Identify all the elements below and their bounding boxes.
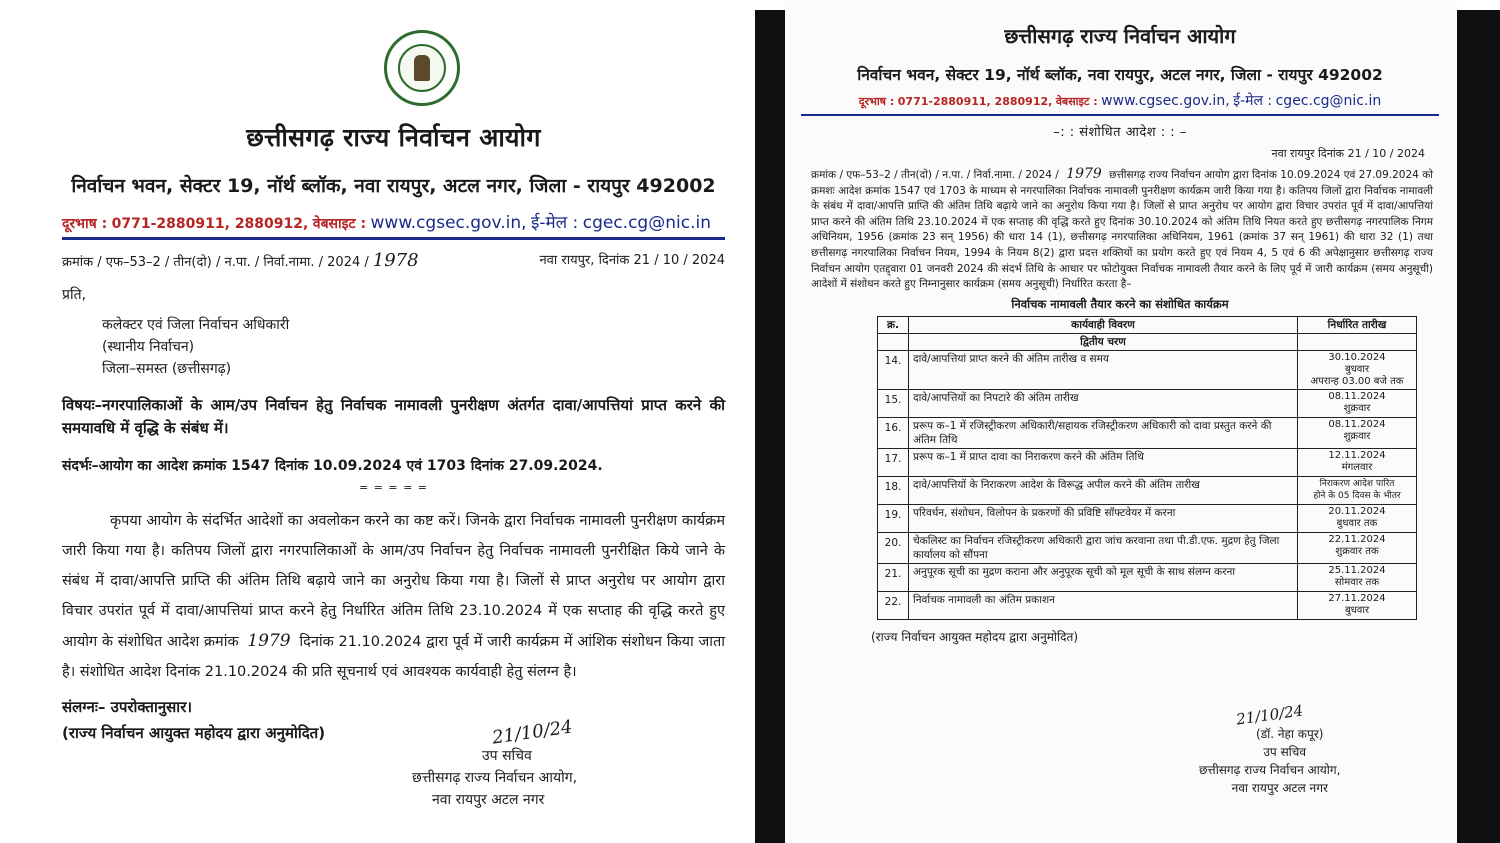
email-label: ई-मेल : [1233, 93, 1273, 109]
phone-number: 0771-2880911, 2880912, [111, 216, 309, 232]
email-link[interactable]: cgec.cg@nic.in [1275, 93, 1382, 109]
row-description: दावे/आपत्तियों का निपटारे की अंतिम तारीख [909, 389, 1298, 417]
signatory-title: उप सचिव [482, 748, 532, 764]
page-gap-right [1457, 10, 1500, 843]
website-label: वेबसाइट : [1055, 95, 1098, 108]
row-number: 16. [878, 417, 909, 448]
row-description: चेकलिस्ट का निर्वाचन रजिस्ट्रीकरण अधिकारी द्वारा जांच करवाना तथा पी.डी.एफ. मुद्रण हेतु जिला कार्यालय को सौंपना [909, 532, 1298, 563]
row-description: अनुपूरक सूची का मुद्रण कराना और अनुपूरक सूची को मूल सूची के साथ संलग्न करना [909, 563, 1298, 591]
approval-note: (राज्य निर्वाचन आयुक्त महोदय द्वारा अनुमोदित) [62, 724, 326, 742]
table-row [878, 417, 1417, 448]
handwritten-ref-number: 1978 [372, 250, 419, 271]
row-description: प्ररूप क–1 में प्राप्त दावा का निराकरण करने की अंतिम तिथि [909, 448, 1298, 476]
row-description: निर्वाचक नामावली का अंतिम प्रकाशन [909, 591, 1298, 619]
handwritten-order-number: 1979 [247, 631, 291, 651]
signature-mark: 21/10/24 [1235, 701, 1305, 729]
signatory-place: नवा रायपुर अटल नगर [1231, 781, 1328, 795]
order-paragraph [801, 167, 1439, 293]
row-number: 14. [878, 350, 909, 389]
signatory-org: छत्तीसगढ़ राज्य निर्वाचन आयोग, [1199, 763, 1341, 777]
row-number: 20. [878, 532, 909, 563]
signature-block [412, 716, 578, 811]
table-header-row [878, 316, 1417, 333]
table-row [878, 563, 1417, 591]
contact-line [62, 210, 725, 233]
row-date: 27.11.2024 बुधवार [1298, 591, 1417, 619]
row-number: 19. [878, 504, 909, 532]
subject-line: विषयः–नगरपालिकाओं के आम/उप निर्वाचन हेतु निर्वाचक नामावली पुनरीक्षण अंतर्गत दावा/आपत्तियां प्राप्त करने की समयावधि में वृद्धि के संबंध में। [62, 396, 725, 437]
website-link[interactable]: www.cgsec.gov.in, [1101, 93, 1230, 109]
column-header: निर्धारित तारीख [1298, 316, 1417, 333]
email-link[interactable]: cgec.cg@nic.in [582, 213, 711, 233]
phone-label: दूरभाष : [858, 95, 895, 108]
row-date: 08.11.2024 शुक्रवार [1298, 389, 1417, 417]
revised-order-page [785, 0, 1457, 843]
table-row [878, 504, 1417, 532]
row-date: 12.11.2024 मंगलवार [1298, 448, 1417, 476]
reference-row [62, 250, 725, 271]
org-address: निर्वाचन भवन, सेक्टर 19, नॉर्थ ब्लॉक, नवा रायपुर, अटल नगर, जिला - रायपुर 492002 [857, 66, 1383, 84]
page-gap-left [755, 10, 785, 843]
signatory-name: (डॉ. नेहा कपूर) [1256, 727, 1324, 741]
org-title: छत्तीसगढ़ राज्य निर्वाचन आयोग [1004, 24, 1236, 48]
order-text: छत्तीसगढ़ राज्य निर्वाचन आयोग द्वारा दिनांक 10.09.2024 एवं 27.09.2024 को क्रमशः आदेश क्रमांक 1547 एवं 1703 के माध्यम से नगरपालिका निर्वाचक नामावली पुनरीक्षण कार्यक्रम जारी किया गया है। कतिपय जिलों द्वारा निर्वाचक नामावली के संबंध में दावा/आपत्ति प्राप्ति की अंतिम तिथि बढ़ाये जाने का अनुरोध किया गया है। जिलों से प्राप्त अनुरोध पर आयोग द्वारा विचार उपरांत पूर्व में दावा/आपत्तियां प्राप्त करने की अंतिम तिथि 23.10.2024 में एक सप्ताह की वृद्धि करते हुए दिनांक 30.10.2024 को अंतिम तिथि नियत करते हुए छत्तीसगढ़ नगरपालिक निगम अधिनियम, 1956 (क्रमांक 23 सन् 1956) की धारा 14 (1), छत्तीसगढ़ नगरपालिका अधिनियम, 1961 (क्रमांक 37 सन् 1961) की धारा 32 (1) तथा छत्तीसगढ़ नगरपालिका निर्वाचन नियम, 1994 के नियम 8(2) द्वारा प्रदत्त शक्तियों का प्रयोग करते हुए एवं नियम 4, 5 एवं 6 की अपेक्षानुसार छत्तीसगढ़ राज्य निर्वाचन आयोग एतद्द्वारा 01 जनवरी 2024 की संदर्भ तिथि के आधार पर फोटोयुक्त निर्वाचक नामावली तैयार करने के लिए पूर्व में जारी कार्यक्रम (समय अनुसूची) आदेशों में संशोधन करते हुए निम्नानुसार कार्यक्रम (समय अनुसूची) निर्धारित करता है– [811, 169, 1433, 291]
addressee-line: कलेक्टर एवं जिला निर्वाचन अधिकारी [102, 317, 290, 333]
signatory-place: नवा रायपुर अटल नगर [432, 792, 545, 808]
signatory-org: छत्तीसगढ़ राज्य निर्वाचन आयोग, [412, 770, 578, 786]
commission-emblem-icon [384, 30, 460, 106]
order-title: –: : संशोधित आदेश : : – [1053, 125, 1187, 140]
table-row [878, 448, 1417, 476]
signature-mark: 21/10/24 [490, 716, 574, 749]
row-description: प्ररूप क–1 में रजिस्ट्रीकरण अधिकारी/सहायक रजिस्ट्रीकरण अधिकारी को दावा प्रस्तुत करने की अंतिम तिथि [909, 417, 1298, 448]
row-number: 15. [878, 389, 909, 417]
row-description: दावे/आपत्तियां प्राप्त करने की अंतिम तारीख व समय [909, 350, 1298, 389]
row-number: 17. [878, 448, 909, 476]
org-address: निर्वाचन भवन, सेक्टर 19, नॉर्थ ब्लॉक, नवा रायपुर, अटल नगर, जिला - रायपुर 492002 [71, 175, 716, 197]
email-label: ई-मेल : [530, 213, 579, 233]
table-row [878, 591, 1417, 619]
signatory-title: उप सचिव [1263, 745, 1307, 759]
schedule-title: निर्वाचक नामावली तैयार करने का संशोधित कार्यक्रम [1011, 296, 1229, 311]
row-number: 22. [878, 591, 909, 619]
phone-number: 0771-2880911, 2880912, [897, 95, 1053, 108]
row-date: 30.10.2024 बुधवार अपरान्ह 03.00 बजे तक [1298, 350, 1417, 389]
contact-line [801, 91, 1439, 110]
header-rule [801, 114, 1439, 116]
row-date: 08.11.2024 शुक्रवार [1298, 417, 1417, 448]
column-header: कार्यवाही विवरण [909, 316, 1298, 333]
order-date: नवा रायपुर दिनांक 21 / 10 / 2024 [1271, 147, 1425, 160]
row-description: परिवर्धन, संशोधन, विलोपन के प्रकरणों की प्रविष्टि सॉफ्टवेयर में करना [909, 504, 1298, 532]
header-rule [62, 237, 725, 240]
row-number: 18. [878, 476, 909, 504]
row-description: दावे/आपत्तियों के निराकरण आदेश के विरूद्ध अपील करने की अंतिम तारीख [909, 476, 1298, 504]
website-link[interactable]: www.cgsec.gov.in, [370, 213, 527, 233]
handwritten-ref-number: 1979 [1066, 166, 1102, 182]
signature-block [1199, 701, 1341, 797]
reference-line: संदर्भः–आयोग का आदेश क्रमांक 1547 दिनांक 10.09.2024 एवं 1703 दिनांक 27.09.2024. [62, 458, 603, 474]
reference-date: नवा रायपुर, दिनांक 21 / 10 / 2024 [539, 253, 725, 268]
reference-number: क्रमांक / एफ–53–2 / तीन(दो) / न.पा. / निर्वा.नामा. / 2024 / 1978 [62, 250, 419, 271]
row-date: 22.11.2024 शुक्रवार तक [1298, 532, 1417, 563]
row-date: 25.11.2024 सोमवार तक [1298, 563, 1417, 591]
addressee [102, 314, 725, 380]
phase-label: द्वितीय चरण [909, 333, 1298, 350]
addressee-line: जिला–समस्त (छत्तीसगढ़) [102, 361, 232, 377]
table-row [878, 389, 1417, 417]
table-row [878, 532, 1417, 563]
enclosure-line: संलग्नः– उपरोक्तानुसार। [62, 698, 193, 716]
row-date: 20.11.2024 बुधवार तक [1298, 504, 1417, 532]
phone-label: दूरभाष : [62, 216, 108, 232]
phase-row [878, 333, 1417, 350]
row-number: 21. [878, 563, 909, 591]
body-paragraph: कृपया आयोग के संदर्भित आदेशों का अवलोकन करने का कष्ट करें। जिनके द्वारा निर्वाचक नामावली पुनरीक्षण कार्यक्रम जारी किया गया है। कतिपय जिलों द्वारा नगरपालिकाओं के आम/उप निर्वाचन हेतु निर्वाचक नामावली पुनरीक्षित किये जाने के संबंध में दावा/आपत्ति प्राप्ति की अंतिम तिथि बढ़ाये जाने का अनुरोध किया गया है। जिलों से प्राप्त अनुरोध पर आयोग द्वारा विचार उपरांत पूर्व में दावा/आपत्तियां प्राप्त करने हेतु निर्धारित अंतिम तिथि 23.10.2024 में एक सप्ताह की वृद्धि करते हुए आयोग के संशोधित आदेश क्रमांक 1979 दिनांक 21.10.2024 द्वारा पूर्व में जारी कार्यक्रम में आंशिक संशोधन किया जाता है। संशोधित आदेश दिनांक 21.10.2024 की प्रति सूचनार्थ एवं आवश्यक कार्यवाही हेतु संलग्न है। [62, 513, 726, 680]
reference-number: क्रमांक / एफ–53–2 / तीन(दो) / न.पा. / निर्वा.नामा. / 2024 / [811, 169, 1059, 181]
column-header: क्र. [878, 316, 909, 333]
row-date: निराकरण आदेश पारित होने के 05 दिवस के भीतर [1298, 476, 1417, 504]
separator-dashes: = = = = = [358, 481, 429, 494]
website-label: वेबसाइट : [312, 216, 367, 232]
org-title: छत्तीसगढ़ राज्य निर्वाचन आयोग [246, 123, 541, 152]
prati-label: प्रति, [62, 287, 87, 303]
table-row [878, 476, 1417, 504]
approval-note: (राज्य निर्वाचन आयुक्त महोदय द्वारा अनुमोदित) [871, 629, 1079, 644]
schedule-table [877, 316, 1417, 620]
addressee-line: (स्थानीय निर्वाचन) [102, 339, 195, 355]
table-row [878, 350, 1417, 389]
